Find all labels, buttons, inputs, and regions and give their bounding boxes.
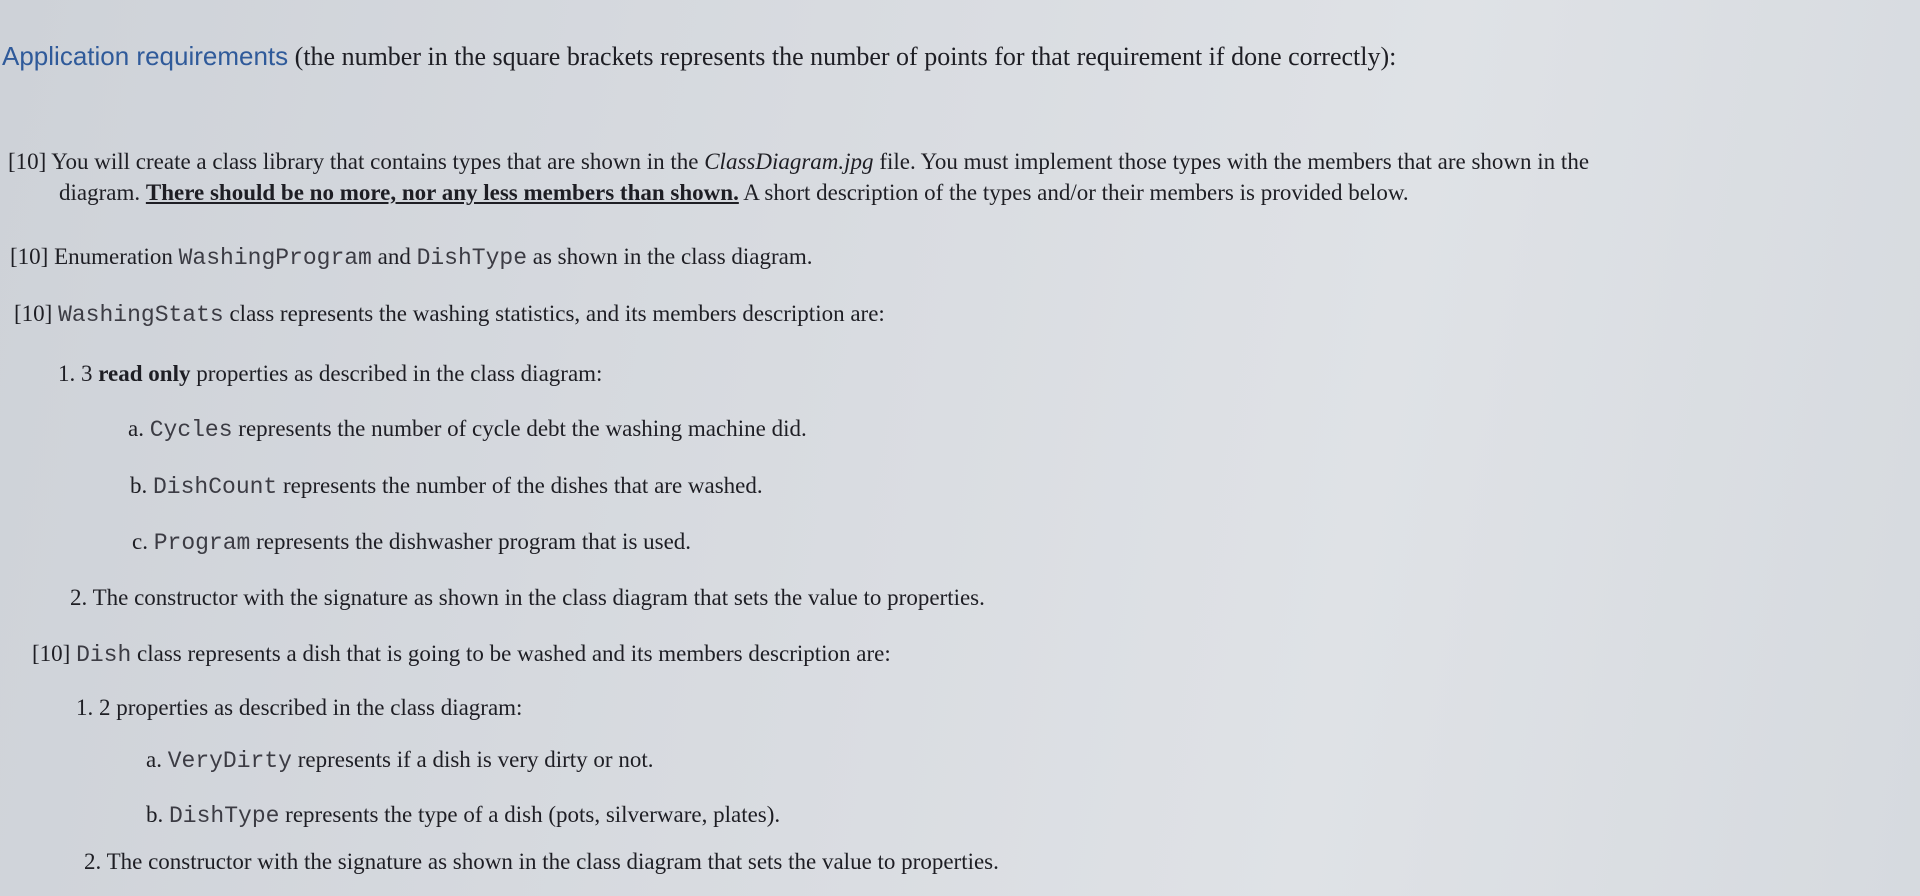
req2-suffix: as shown in the class diagram. — [527, 244, 813, 269]
req3-b-code: DishCount — [153, 474, 278, 500]
req3-item1-suffix: properties as described in the class diagram: — [190, 361, 603, 386]
req2-code-dish-type: DishType — [416, 245, 527, 271]
req3-a-code: Cycles — [149, 417, 233, 443]
req3-item2 — [70, 584, 985, 612]
req3-item1 — [58, 360, 602, 388]
req3-c-text: represents the dishwasher program that is used. — [250, 529, 692, 554]
req3-item-a — [128, 415, 807, 444]
req3-item-b — [130, 472, 763, 501]
req3-code-washing-stats: WashingStats — [58, 302, 224, 328]
req4-prefix: [10] — [32, 641, 77, 666]
req3-prefix: [10] — [14, 301, 59, 326]
req3-a-prefix: a. — [128, 416, 150, 441]
page-heading — [2, 40, 1396, 73]
req4-b-prefix: b. — [146, 802, 169, 827]
req2-and: and — [371, 244, 417, 269]
req3-suffix: class represents the washing statistics, and its members description are: — [223, 301, 885, 326]
req3-line — [14, 300, 885, 329]
req4-item-b — [146, 801, 780, 830]
req4-item1 — [76, 694, 522, 722]
req1-prefix: [10] You will create a class library that contains types that are shown in the — [8, 149, 705, 174]
heading-title: Application requirements — [2, 41, 289, 71]
req3-c-prefix: c. — [132, 529, 154, 554]
req1-middle: file. You must implement those types with the members that are shown in the — [873, 149, 1590, 174]
req4-suffix: class represents a dish that is going to be washed and its members description are: — [131, 641, 891, 666]
req4-item1-text: 1. 2 properties as described in the class diagram: — [76, 695, 523, 720]
req4-a-text: represents if a dish is very dirty or not. — [291, 747, 654, 772]
req3-item2-text: 2. The constructor with the signature as shown in the class diagram that sets the value to properties. — [70, 585, 985, 610]
req4-b-code: DishType — [169, 803, 280, 829]
heading-note: (the number in the square brackets represents the number of points for that requirement if done correctly): — [288, 42, 1397, 71]
req3-item1-prefix: 1. 3 — [58, 361, 99, 386]
req4-item2 — [84, 848, 999, 876]
req2-line — [10, 243, 813, 272]
req4-a-prefix: a. — [146, 747, 168, 772]
req4-a-code: VeryDirty — [167, 748, 292, 774]
req1-line2 — [59, 179, 1409, 207]
req4-line — [32, 640, 891, 669]
req1-emphasis: There should be no more, nor any less members than shown. — [145, 180, 739, 205]
req3-item1-bold: read only — [98, 361, 191, 386]
req4-b-text: represents the type of a dish (pots, silverware, plates). — [279, 802, 781, 827]
req3-a-text: represents the number of cycle debt the washing machine did. — [232, 416, 807, 441]
req1-file: ClassDiagram.jpg — [704, 149, 874, 174]
req1-line1 — [8, 148, 1589, 176]
req4-item2-text: 2. The constructor with the signature as shown in the class diagram that sets the value to properties. — [84, 849, 999, 874]
req2-prefix: [10] Enumeration — [10, 244, 179, 269]
req4-item-a — [146, 746, 653, 775]
req1-line2-start: diagram. — [59, 180, 146, 205]
req1-line2-end: A short description of the types and/or their members is provided below. — [738, 180, 1409, 205]
req3-c-code: Program — [153, 530, 251, 556]
req3-b-text: represents the number of the dishes that are washed. — [277, 473, 763, 498]
req3-item-c — [132, 528, 691, 557]
req4-code-dish: Dish — [76, 642, 132, 668]
req3-b-prefix: b. — [130, 473, 153, 498]
req2-code-washing-program: WashingProgram — [178, 245, 372, 271]
